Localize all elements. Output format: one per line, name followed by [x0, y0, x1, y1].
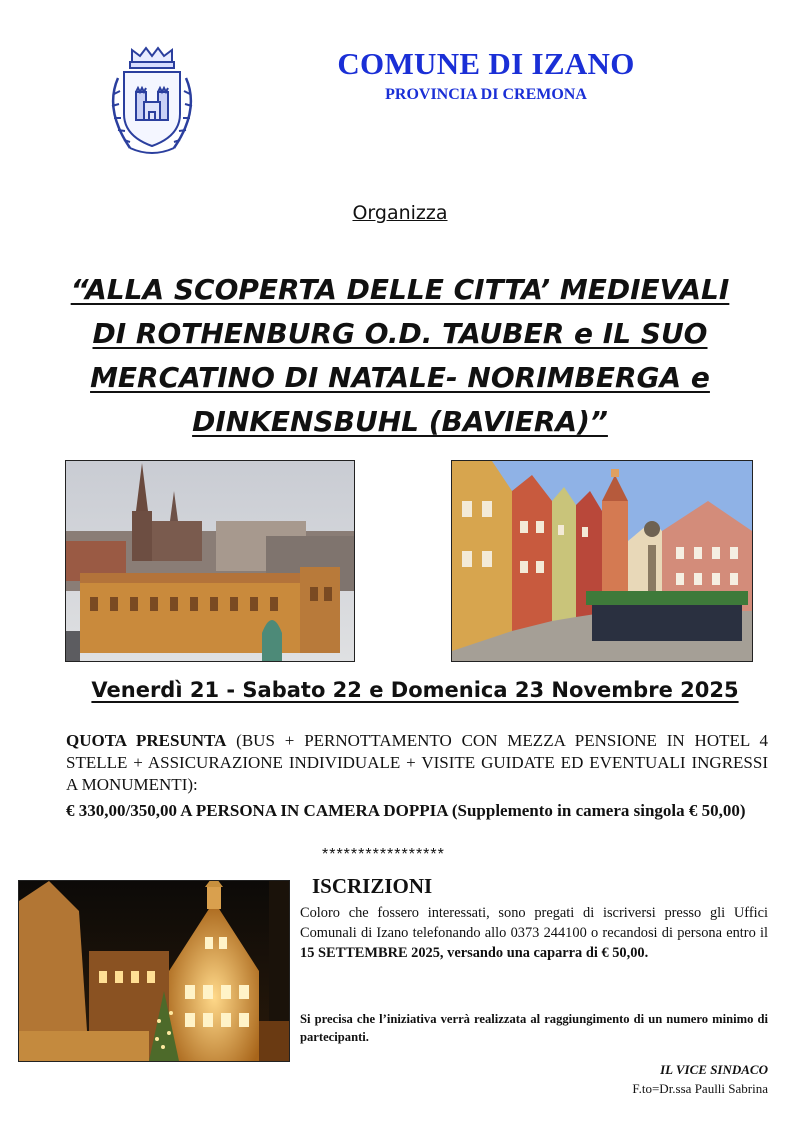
registration-text	[300, 903, 768, 963]
old-town-street-photo	[451, 460, 753, 662]
price-description	[66, 730, 768, 796]
municipal-crest	[100, 44, 204, 160]
signature-name: F.to=Dr.ssa Paulli Sabrina	[632, 1081, 768, 1096]
municipality-title: COMUNE DI IZANO	[337, 46, 635, 81]
event-title-line-4: DINKENSBUHL (BAVIERA)”	[192, 405, 608, 438]
price-amount: € 330,00/350,00 A PERSONA IN CAMERA DOPPIA (Supplemento in camera singola € 50,00)	[66, 801, 746, 820]
minimum-participants-note: Si precisa che l’iniziativa verrà realizzata al raggiungimento di un numero minimo di partecipanti.	[300, 1012, 768, 1044]
event-title	[40, 268, 760, 444]
event-title-line-1: “ALLA SCOPERTA DELLE CITTA’ MEDIEVALI	[70, 273, 730, 306]
signature-role: IL VICE SINDACO	[660, 1062, 768, 1077]
event-dates: Venerdì 21 - Sabato 22 e Domenica 23 Novembre 2025	[91, 678, 739, 702]
province-subtitle: PROVINCIA DI CREMONA	[385, 86, 587, 103]
christmas-market-photo	[18, 880, 290, 1062]
intro-label: Organizza	[352, 202, 448, 224]
separator: *****************	[322, 846, 445, 863]
quota-label: QUOTA PRESUNTA	[66, 731, 227, 750]
registration-deadline: 15 SETTEMBRE 2025, versando una caparra di € 50,00.	[300, 945, 649, 961]
quota-details: (BUS + PERNOTTAMENTO CON MEZZA PENSIONE IN HOTEL 4 STELLE + ASSICURAZIONE INDIVIDUALE + VISITE GUIDATE ED EVENTUALI INGRESSI A MONUMENTI):	[66, 731, 768, 794]
registration-instructions: Coloro che fossero interessati, sono pregati di iscriversi presso gli Uffici Comunali di Izano telefonando allo 0373 244100 o recandosi di persona entro il	[300, 905, 768, 941]
event-title-line-3: MERCATINO DI NATALE- NORIMBERGA e	[90, 361, 710, 394]
registration-heading: ISCRIZIONI	[312, 874, 433, 898]
city-panorama-photo	[65, 460, 355, 662]
event-title-line-2: DI ROTHENBURG O.D. TAUBER e IL SUO	[92, 317, 708, 350]
